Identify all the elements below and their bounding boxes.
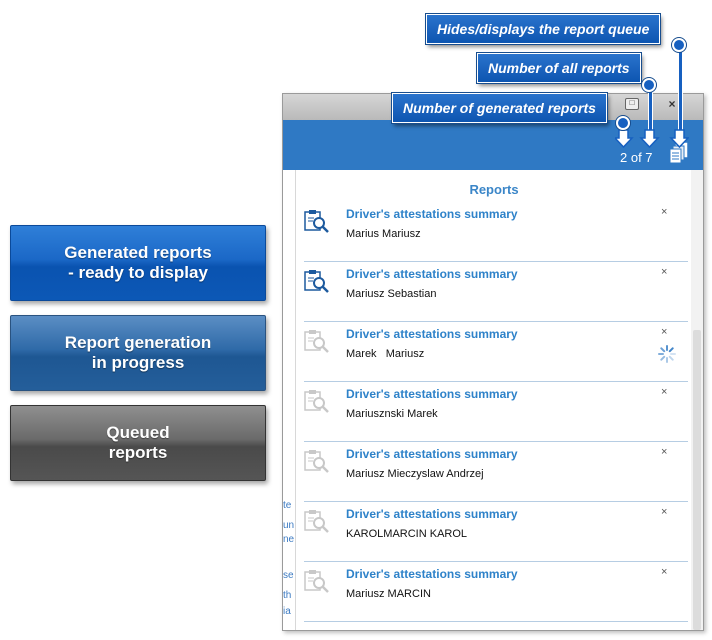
pointer-arrows — [615, 126, 689, 150]
scrollbar-thumb[interactable] — [693, 330, 701, 630]
remove-report-button[interactable]: × — [661, 206, 668, 218]
remove-report-button[interactable]: × — [661, 266, 668, 278]
bg-text-fragment: ia — [283, 606, 291, 617]
report-item[interactable] — [304, 383, 688, 442]
callout-all-reports: Number of all reports — [477, 53, 641, 83]
bg-text-fragment: se — [283, 570, 294, 581]
report-driver-name: Mariusznski Marek — [346, 408, 438, 420]
legend-queued — [10, 405, 266, 481]
arrow-down-icon — [641, 130, 658, 147]
report-item[interactable] — [304, 263, 688, 322]
report-item[interactable] — [304, 503, 688, 562]
report-title[interactable]: Driver's attestations summary — [346, 507, 518, 521]
report-driver-name: Marius Mariusz — [346, 228, 421, 240]
bg-text-fragment: ne — [283, 534, 295, 545]
report-driver-name: KAROLMARCIN KAROL — [346, 528, 468, 540]
report-search-icon — [304, 449, 330, 473]
remove-report-button[interactable]: × — [661, 566, 668, 578]
report-search-icon — [304, 269, 330, 293]
callout-queue-toggle: Hides/displays the report queue — [426, 14, 660, 44]
callout-dot — [642, 78, 656, 92]
arrow-down-icon — [671, 130, 688, 147]
close-window-button[interactable]: × — [668, 97, 676, 111]
legend-in-progress-label: Report generation in progress — [64, 333, 212, 372]
report-driver-name: Mariusz Mieczyslaw Andrzej — [346, 468, 484, 480]
report-title[interactable]: Driver's attestations summary — [346, 447, 518, 461]
legend-queued-label: Queued reports — [106, 423, 170, 462]
loading-spinner-icon — [658, 345, 676, 363]
report-driver-name: Mariusz MARCIN — [346, 588, 431, 600]
legend-in-progress — [10, 315, 266, 391]
report-item[interactable] — [304, 203, 688, 262]
remove-report-button[interactable]: × — [661, 446, 668, 458]
report-search-icon — [304, 509, 330, 533]
legend-generated — [10, 225, 266, 301]
scrollbar[interactable] — [691, 170, 703, 630]
maximize-button[interactable]: □ — [625, 98, 639, 110]
report-title[interactable]: Driver's attestations summary — [346, 567, 518, 581]
report-title[interactable]: Driver's attestations summary — [346, 387, 518, 401]
callout-generated-reports: Number of generated reports — [392, 93, 607, 123]
reports-window — [282, 93, 704, 631]
remove-report-button[interactable]: × — [661, 506, 668, 518]
report-title[interactable]: Driver's attestations summary — [346, 327, 518, 341]
report-search-icon — [304, 569, 330, 593]
report-title[interactable]: Driver's attestations summary — [346, 207, 518, 221]
callout-dot — [616, 116, 630, 130]
legend-generated-label: Generated reports - ready to display — [64, 243, 212, 282]
report-search-icon — [304, 389, 330, 413]
report-item[interactable] — [304, 443, 688, 502]
callout-line-queue — [678, 45, 683, 137]
callout-dot — [672, 38, 686, 52]
bg-text-fragment: th — [283, 590, 292, 601]
report-title[interactable]: Driver's attestations summary — [346, 267, 518, 281]
report-driver-name: Marek Mariusz — [346, 348, 425, 360]
background-window-strip — [283, 170, 296, 630]
remove-report-button[interactable]: × — [661, 386, 668, 398]
report-search-icon — [304, 209, 330, 233]
remove-report-button[interactable]: × — [661, 326, 668, 338]
arrow-down-icon — [615, 130, 632, 147]
report-counter: 2 of 7 — [620, 150, 653, 165]
reports-panel — [296, 170, 692, 630]
reports-title: Reports — [469, 182, 519, 197]
report-search-icon — [304, 329, 330, 353]
bg-text-fragment: te — [283, 500, 292, 511]
report-driver-name: Mariusz Sebastian — [346, 288, 437, 300]
report-item[interactable] — [304, 563, 688, 622]
bg-text-fragment: un — [283, 520, 295, 531]
report-item[interactable] — [304, 323, 688, 382]
